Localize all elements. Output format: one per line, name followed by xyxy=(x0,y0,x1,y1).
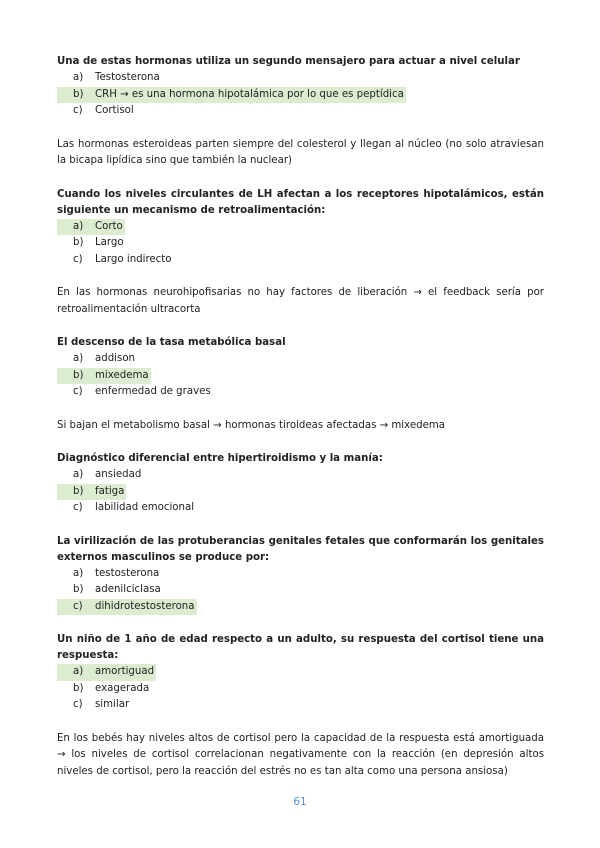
question-text: El descenso de la tasa metabólica basal xyxy=(57,337,286,348)
option-letter: c) xyxy=(73,253,83,265)
option-letter: b) xyxy=(73,584,84,595)
option-letter: b) xyxy=(57,87,93,104)
option-list xyxy=(57,467,544,517)
option-letter: c) xyxy=(73,502,83,513)
option-letter: a) xyxy=(73,353,84,364)
option-letter: a) xyxy=(73,469,84,480)
option-letter: b) xyxy=(73,682,84,694)
explanation-block xyxy=(57,418,544,435)
option-text: ansiedad xyxy=(95,469,142,480)
option-letter: c) xyxy=(57,599,93,616)
question-block xyxy=(57,632,544,714)
question-text: Una de estas hormonas utiliza un segundo mensajero para actuar a nivel celular xyxy=(57,56,520,67)
option-item-correct xyxy=(57,368,544,385)
option-letter: b) xyxy=(57,484,93,501)
option-item xyxy=(57,384,544,401)
option-letter: c) xyxy=(73,699,83,710)
option-item xyxy=(57,252,544,269)
option-text: testosterona xyxy=(95,567,160,579)
option-letter: b) xyxy=(57,368,93,385)
question-block xyxy=(57,54,544,120)
option-item xyxy=(57,103,544,120)
option-item xyxy=(57,582,544,599)
option-item xyxy=(57,500,544,517)
explanation-text: Si bajan el metabolismo basal → hormonas tiroideas afectadas → mixedema xyxy=(57,419,446,431)
option-letter: c) xyxy=(73,386,83,397)
option-text: similar xyxy=(95,699,130,710)
explanation-text: Las hormonas esteroideas parten siempre del colesterol y llegan al núcleo (no solo atraviesan la bicapa lipídica sino que también la nuclear) xyxy=(57,138,544,166)
question-block xyxy=(57,335,544,401)
question-block xyxy=(57,451,544,517)
option-item xyxy=(57,70,544,87)
option-item xyxy=(57,467,544,484)
option-text: amortiguad xyxy=(93,664,156,681)
option-list xyxy=(57,664,544,714)
explanation-text: En las hormonas neurohipofisarias no hay factores de liberación → el feedback sería por retroalimentación ultracorta xyxy=(57,287,544,315)
option-item-correct xyxy=(57,599,544,616)
page-content xyxy=(57,54,544,797)
option-item xyxy=(57,566,544,583)
question-text: Diagnóstico diferencial entre hipertiroidismo y la manía: xyxy=(57,453,383,464)
option-text: mixedema xyxy=(93,368,151,385)
page-number: 61 xyxy=(293,796,307,808)
option-list xyxy=(57,70,544,120)
option-text: Corto xyxy=(93,219,125,236)
question-block xyxy=(57,187,544,269)
option-letter: a) xyxy=(73,72,84,83)
option-list xyxy=(57,351,544,401)
option-text: addison xyxy=(95,353,136,364)
option-letter: c) xyxy=(73,105,83,116)
question-text: Cuando los niveles circulantes de LH afectan a los receptores hipotalámicos, están siguiente un mecanismo de retroalimentación: xyxy=(57,188,544,216)
option-text: Cortisol xyxy=(95,105,134,116)
option-item xyxy=(57,351,544,368)
explanation-block xyxy=(57,731,544,781)
option-text: Largo xyxy=(95,237,124,248)
option-text: labilidad emocional xyxy=(95,502,195,513)
option-text: Largo indirecto xyxy=(95,253,172,265)
option-text: adenilciclasa xyxy=(95,584,161,595)
option-item-correct xyxy=(57,219,544,236)
question-text: La virilización de las protuberancias genitales fetales que conformarán los genitales externos masculinos se produce por: xyxy=(57,535,544,563)
option-text: CRH → es una hormona hipotalámica por lo que es peptídica xyxy=(93,87,406,104)
option-letter: a) xyxy=(73,567,84,579)
option-item xyxy=(57,235,544,252)
option-item-correct xyxy=(57,484,544,501)
option-letter: a) xyxy=(57,219,93,236)
option-list xyxy=(57,219,544,269)
explanation-block xyxy=(57,137,544,170)
option-text: exagerada xyxy=(95,682,150,694)
option-item xyxy=(57,681,544,698)
option-text: dihidrotestosterona xyxy=(93,599,197,616)
option-list xyxy=(57,566,544,616)
option-item-correct xyxy=(57,664,544,681)
option-text: enfermedad de graves xyxy=(95,386,211,397)
option-letter: b) xyxy=(73,237,84,248)
option-item-correct xyxy=(57,87,544,104)
explanation-block xyxy=(57,285,544,318)
option-letter: a) xyxy=(57,664,93,681)
option-item xyxy=(57,697,544,714)
explanation-text: En los bebés hay niveles altos de cortisol pero la capacidad de la respuesta está amortiguada → los niveles de cortisol correlacionan negativamente con la reacción (en depresión altos niveles de cortisol, pero la reacción del estrés no es tan alta como una persona ansiosa) xyxy=(57,732,544,777)
option-text: Testosterona xyxy=(95,72,160,83)
question-text: Un niño de 1 año de edad respecto a un adulto, su respuesta del cortisol tiene una respuesta: xyxy=(57,634,544,661)
question-block xyxy=(57,534,544,616)
option-text: fatiga xyxy=(93,484,126,501)
